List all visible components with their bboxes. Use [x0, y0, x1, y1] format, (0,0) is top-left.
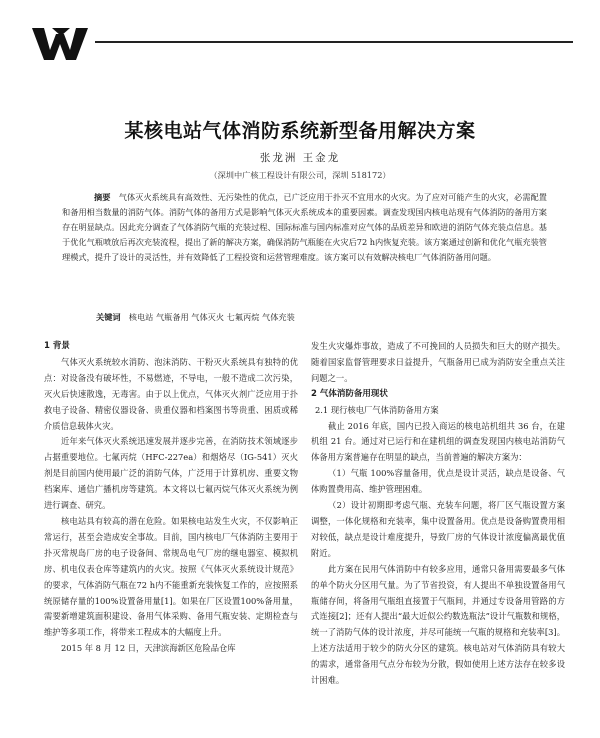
- header-rule: [95, 41, 573, 43]
- paper-affiliation: （深圳中广核工程设计有限公司，深圳 518172）: [209, 170, 391, 180]
- abstract: [62, 190, 547, 265]
- body-paragraph: 气体灭火系统较水消防、泡沫消防、干粉灭火系统具有独特的优点：对设备没有破坏性，不易燃迹，不导电，一般不造成二次污染，灭火后快速散逸，无毒害。由于以上优点，气体灭火剂广泛应用于扑救电子设备、精密仪器设备、贵重仪器和档案图书等贵重、困质或稀介质信息载体火灾。: [44, 356, 298, 431]
- body-paragraph: （2）设计初期即考虑气瓶、充装车问题，将厂区气瓶设置方案调整，一体化规格和充装率，集中设置备用。优点是设备购置费用相对较低，缺点是设计难度提升，导致厂房的气体设计浓度偏离最优值附近。: [311, 500, 565, 558]
- body-paragraph: （1）气瓶 100%容量备用，优点是设计灵活，缺点是设备、气体购置费用高、维护管理困难。: [311, 468, 565, 495]
- abstract-label: 摘要: [94, 192, 111, 202]
- body-paragraph: 发生火灾爆炸事故，造成了不可挽回的人员损失和巨大的财产损失。随着国家监督管理要求日益提升，气瓶备用已成为消防安全重点关注问题之一。: [311, 341, 565, 383]
- paper-title: 某核电站气体消防系统新型备用解决方案: [124, 120, 476, 142]
- body-column-left: [44, 339, 298, 657]
- body-paragraph: 此方案在民用气体消防中有较多应用，通常只备用需要最多气体的单个防火分区用气量。为了节省投资，有人提出不单独设置备用气瓶储存间，将备用气瓶组直接置于气瓶间，并通过专设备用管路的方式连接[2]；还有人提出“最大近似公约数选瓶法”设计气瓶数和规格，统一了消防气体的设计浓度，并尽可能统一气瓶的规格和充装率[3]。上述方法适用于较少的防火分区的建筑。核电站对气体消防具有较大的需求，通常备用气点分布较为分散，假如使用上述方法存在较多设计困难。: [311, 563, 565, 686]
- keywords-text: 核电站 气瓶备用 气体灭火 七氟丙烷 气体充装: [128, 312, 295, 322]
- section-heading: 1 背景: [44, 341, 70, 351]
- body-paragraph: 2015 年 8 月 12 日，天津滨海新区危险品仓库: [61, 643, 236, 654]
- body-column-right: [311, 339, 565, 689]
- body-paragraph: 截止 2016 年底，国内已投入商运的核电站机组共 36 台，在建机组 21 台。通过对已运行和在建机组的调查发现国内核电站消防气体备用方案普遍存在明显的缺点，当前普遍的解决方案为：: [311, 420, 565, 463]
- journal-logo-icon: [30, 24, 92, 64]
- abstract-text: 气体灭火系统具有高效性、无污染性的优点，已广泛应用于扑灭不宜用水的火灾。为了应对可能产生的火灾，必需配置和备用相当数量的消防气体。消防气体的备用方式是影响气体灭火系统成本的重要因素。调查发现国内核电站现有气体消防的备用方案存在明显缺点。因此充分调查了气体消防气瓶的充装过程、国际标准与国内标准对应气体的品质差异和欧进的消防气体充装点信息。基于优化气瓶喷放后再次充装流程，提出了新的解决方案，确保消防气瓶能在火灾后72 h内恢复充装。该方案通过创新和优化气瓶充装管理模式，提升了设计的灵活性，并有效降低了工程投资和运营管理难度。该方案可以有效解决核电厂气体消防备用问题。: [62, 192, 547, 262]
- subsection-heading: 2.1 现行核电厂气体消防备用方案: [315, 404, 439, 415]
- keywords-label: 关键词: [96, 312, 121, 322]
- body-paragraph: 核电站具有较高的潜在危险。如果核电站发生火灾，不仅影响正常运行，甚至会造成安全事故。目前，国内核电厂气体消防主要用于扑灭常规岛厂房的电子设备间、常规岛电气厂房的继电器室、模拟机房、机电仪表仓库等建筑内的火灾。按照《气体灭火系统设计规范》的要求，气体消防气瓶在72 h内不能重新充装恢复工作的，应按照系统原储存量的100%设置备用量[1]。如果在厂区设置100%备用量，需要新增建筑面积建设、备用气体采购、备用气瓶安装、定期检查与维护等多项工作，将带来工程成本的大幅度上升。: [44, 515, 298, 638]
- paper-authors: 张龙洲 王金龙: [259, 152, 341, 164]
- keywords: [96, 312, 295, 323]
- section-heading: 2 气体消防备用现状: [311, 388, 388, 399]
- body-paragraph: 近年来气体灭火系统迅速发展并逐步完善，在消防技术领域逐步占据重要地位。七氟丙烷（HFC-227ea）和烟烙尽（IG-541）灭火剂是目前国内使用最广泛的消防气体，广泛用于计算机房、重要文物档案库、通信广播机房等建筑。本文将以七氟丙烷气体灭火系统为例进行调查、研究。: [44, 436, 298, 511]
